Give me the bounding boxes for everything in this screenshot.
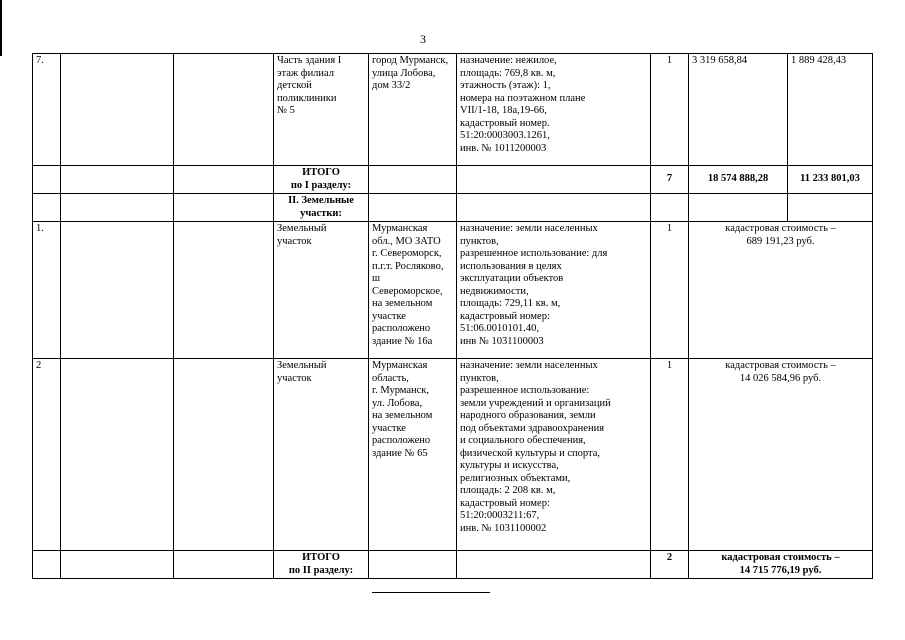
- cell-address: Мурманская обл., МО ЗАТО г. Североморск, п.г.т. Росляково, ш Североморское, на земельном участке расположено здание № 16а: [369, 222, 457, 359]
- table-row-section1-total: [33, 166, 873, 194]
- cell-cadastral-value: кадастровая стоимость – 14 026 584,96 руб.: [689, 359, 873, 551]
- cell-empty: [33, 551, 61, 579]
- section2-total-value: кадастровая стоимость – 14 715 776,19 руб.: [689, 551, 873, 579]
- cell-empty: [61, 194, 174, 222]
- cell-empty: [651, 194, 689, 222]
- cell-empty: [369, 194, 457, 222]
- cell-details: назначение: земли населенных пунктов, разрешенное использование: земли учреждений и организаций народного образования, земли под объектами здравоохранения и социального обеспечения, физической культуры и спорта, культуры и искусства, религиозных объектами, площадь: 2 208 кв. м, кадастровый номер: 51:20:0003211:67, инв. № 1031100002: [457, 359, 651, 551]
- section1-total-quantity: 7: [651, 166, 689, 194]
- cell-quantity: 1: [651, 222, 689, 359]
- cell-value-2: 1 889 428,43: [788, 54, 873, 166]
- footer-rule: [372, 592, 490, 593]
- cell-details: назначение: земли населенных пунктов, разрешенное использование: для использования в целях эксплуатации объектов недвижимости, площадь: 729,11 кв. м, кадастровый номер: 51:06.0010101.40, инв № 1031100003: [457, 222, 651, 359]
- table-row-section2-header: [33, 194, 873, 222]
- cell-empty: [33, 166, 61, 194]
- cell-address: Мурманская область, г. Мурманск, ул. Лобова, на земельном участке расположено здание № 65: [369, 359, 457, 551]
- cell-empty: [457, 166, 651, 194]
- cell-empty: [61, 551, 174, 579]
- cell-empty: [174, 222, 274, 359]
- cell-empty: [61, 222, 174, 359]
- cell-empty: [457, 551, 651, 579]
- cell-object-name: Земельный участок: [274, 222, 369, 359]
- table-row-section2-total: [33, 551, 873, 579]
- cell-empty: [788, 194, 873, 222]
- cell-num: 2: [33, 359, 61, 551]
- cell-object-name: Часть здания I этаж филиал детской поликлиники № 5: [274, 54, 369, 166]
- section1-total-value-1: 18 574 888,28: [689, 166, 788, 194]
- table-row-section2-item2: [33, 359, 873, 551]
- cell-empty: [61, 359, 174, 551]
- section1-total-label: ИТОГО по I разделу:: [274, 166, 369, 194]
- cell-empty: [689, 194, 788, 222]
- cell-value-1: 3 319 658,84: [689, 54, 788, 166]
- cell-empty: [61, 54, 174, 166]
- cell-quantity: 1: [651, 359, 689, 551]
- cell-num: 7.: [33, 54, 61, 166]
- section2-header: II. Земельные участки:: [274, 194, 369, 222]
- cell-empty: [369, 166, 457, 194]
- property-table: [32, 53, 873, 579]
- cell-empty: [174, 166, 274, 194]
- cell-object-name: Земельный участок: [274, 359, 369, 551]
- section2-total-label: ИТОГО по II разделу:: [274, 551, 369, 579]
- scan-edge-mark: [0, 0, 2, 56]
- cell-empty: [174, 551, 274, 579]
- section2-total-quantity: 2: [651, 551, 689, 579]
- cell-empty: [33, 194, 61, 222]
- cell-cadastral-value: кадастровая стоимость – 689 191,23 руб.: [689, 222, 873, 359]
- page-number: 3: [420, 32, 426, 46]
- cell-details: назначение: нежилое, площадь: 769,8 кв. м, этажность (этаж): 1, номера на поэтажном плане VII/1-18, 18а,19-66, кадастровый номер. 51:20:0003003.1261, инв. № 1011200003: [457, 54, 651, 166]
- cell-empty: [174, 54, 274, 166]
- table-row-section1-item7: [33, 54, 873, 166]
- cell-quantity: 1: [651, 54, 689, 166]
- section1-total-value-2: 11 233 801,03: [788, 166, 873, 194]
- cell-empty: [174, 194, 274, 222]
- cell-empty: [61, 166, 174, 194]
- cell-num: 1.: [33, 222, 61, 359]
- cell-address: город Мурманск, улица Лобова, дом 33/2: [369, 54, 457, 166]
- cell-empty: [457, 194, 651, 222]
- table-row-section2-item1: [33, 222, 873, 359]
- cell-empty: [174, 359, 274, 551]
- cell-empty: [369, 551, 457, 579]
